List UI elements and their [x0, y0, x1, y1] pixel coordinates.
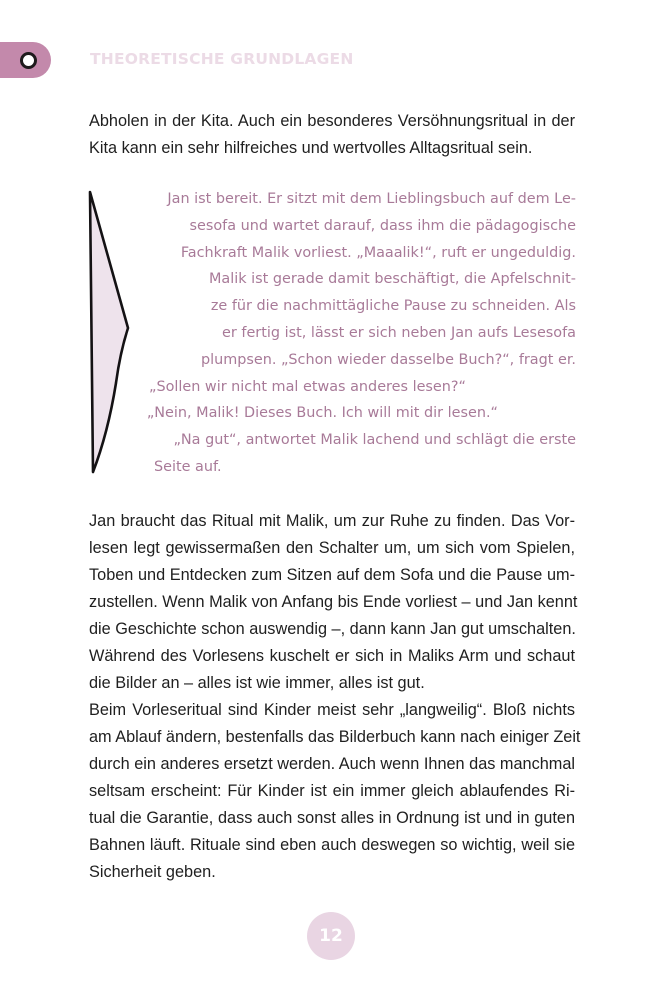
story-line: sesofa und wartet darauf, dass ihm die pädagogische — [189, 217, 576, 234]
text-line: Beim Vorleseritual sind Kinder meist sehr „langweilig“. Bloß nichts — [89, 701, 575, 719]
story-line: Fachkraft Malik vorliest. „Maaalik!“, ruft er ungeduldig. — [180, 244, 576, 261]
story-line: plumpsen. „Schon wieder dasselbe Buch?“, fragt er. — [200, 351, 576, 368]
story-line: Jan ist bereit. Er sitzt mit dem Lieblingsbuch auf dem Le- — [167, 191, 576, 207]
story-line: „Nein, Malik! Dieses Buch. Ich will mit dir lesen.“ — [146, 405, 498, 422]
chapter-tab — [0, 42, 51, 78]
story-line: er fertig ist, lässt er sich neben Jan aufs Lesesofa — [222, 324, 576, 341]
story-line: Seite auf. — [154, 458, 222, 475]
text-line: die Bilder an – alles ist wie immer, alles ist gut. — [89, 674, 425, 692]
intro-paragraph — [89, 108, 575, 162]
chapter-title: THEORETISCHE GRUNDLAGEN — [90, 50, 354, 68]
text-line: die Geschichte schon auswendig –, dann kann Jan gut umschalten. — [89, 620, 576, 638]
text-line: am Ablauf ändern, bestenfalls das Bilderbuch kann nach einiger Zeit — [89, 728, 581, 746]
text-line: Kita kann ein sehr hilfreiches und wertvolles Alltagsritual sein. — [89, 139, 533, 157]
story-line: Malik ist gerade damit beschäftigt, die Apfelschnit- — [209, 271, 576, 288]
text-line: durch ein anderes ersetzt werden. Auch wenn Ihnen das manchmal — [89, 755, 576, 773]
main-paragraph — [89, 508, 581, 886]
text-line: Sicherheit geben. — [89, 863, 216, 881]
text-line: seltsam erscheint: Für Kinder ist ein immer gleich ablaufendes Ri- — [89, 782, 575, 800]
story-box — [100, 186, 576, 481]
story-line: „Na gut“, antwortet Malik lachend und schlägt die erste — [173, 432, 576, 449]
text-line: Abholen in der Kita. Auch ein besonderes Versöhnungsritual in der — [89, 112, 575, 130]
page-number: 12 — [307, 912, 355, 960]
text-line: Jan braucht das Ritual mit Malik, um zur Ruhe zu finden. Das Vor- — [89, 512, 575, 530]
text-line: zustellen. Wenn Malik von Anfang bis Ende vorliest – und Jan kennt — [89, 593, 578, 611]
text-line: Toben und Entdecken zum Sitzen auf dem Sofa und die Pause um- — [89, 566, 575, 584]
text-line: Während des Vorlesens kuschelt er sich in Maliks Arm und schaut — [89, 647, 575, 665]
story-line: ze für die nachmittägliche Pause zu schneiden. Als — [210, 298, 576, 315]
story-line: „Sollen wir nicht mal etwas anderes lesen?“ — [148, 378, 466, 395]
text-line: lesen legt gewissermaßen den Schalter um, um sich vom Spielen, — [89, 539, 575, 557]
circle-ring-icon — [20, 52, 37, 69]
text-line: tual die Garantie, dass auch sonst alles in Ordnung ist und in guten — [89, 809, 575, 827]
text-line: Bahnen läuft. Rituale sind eben auch deswegen so wichtig, weil sie — [89, 836, 575, 854]
